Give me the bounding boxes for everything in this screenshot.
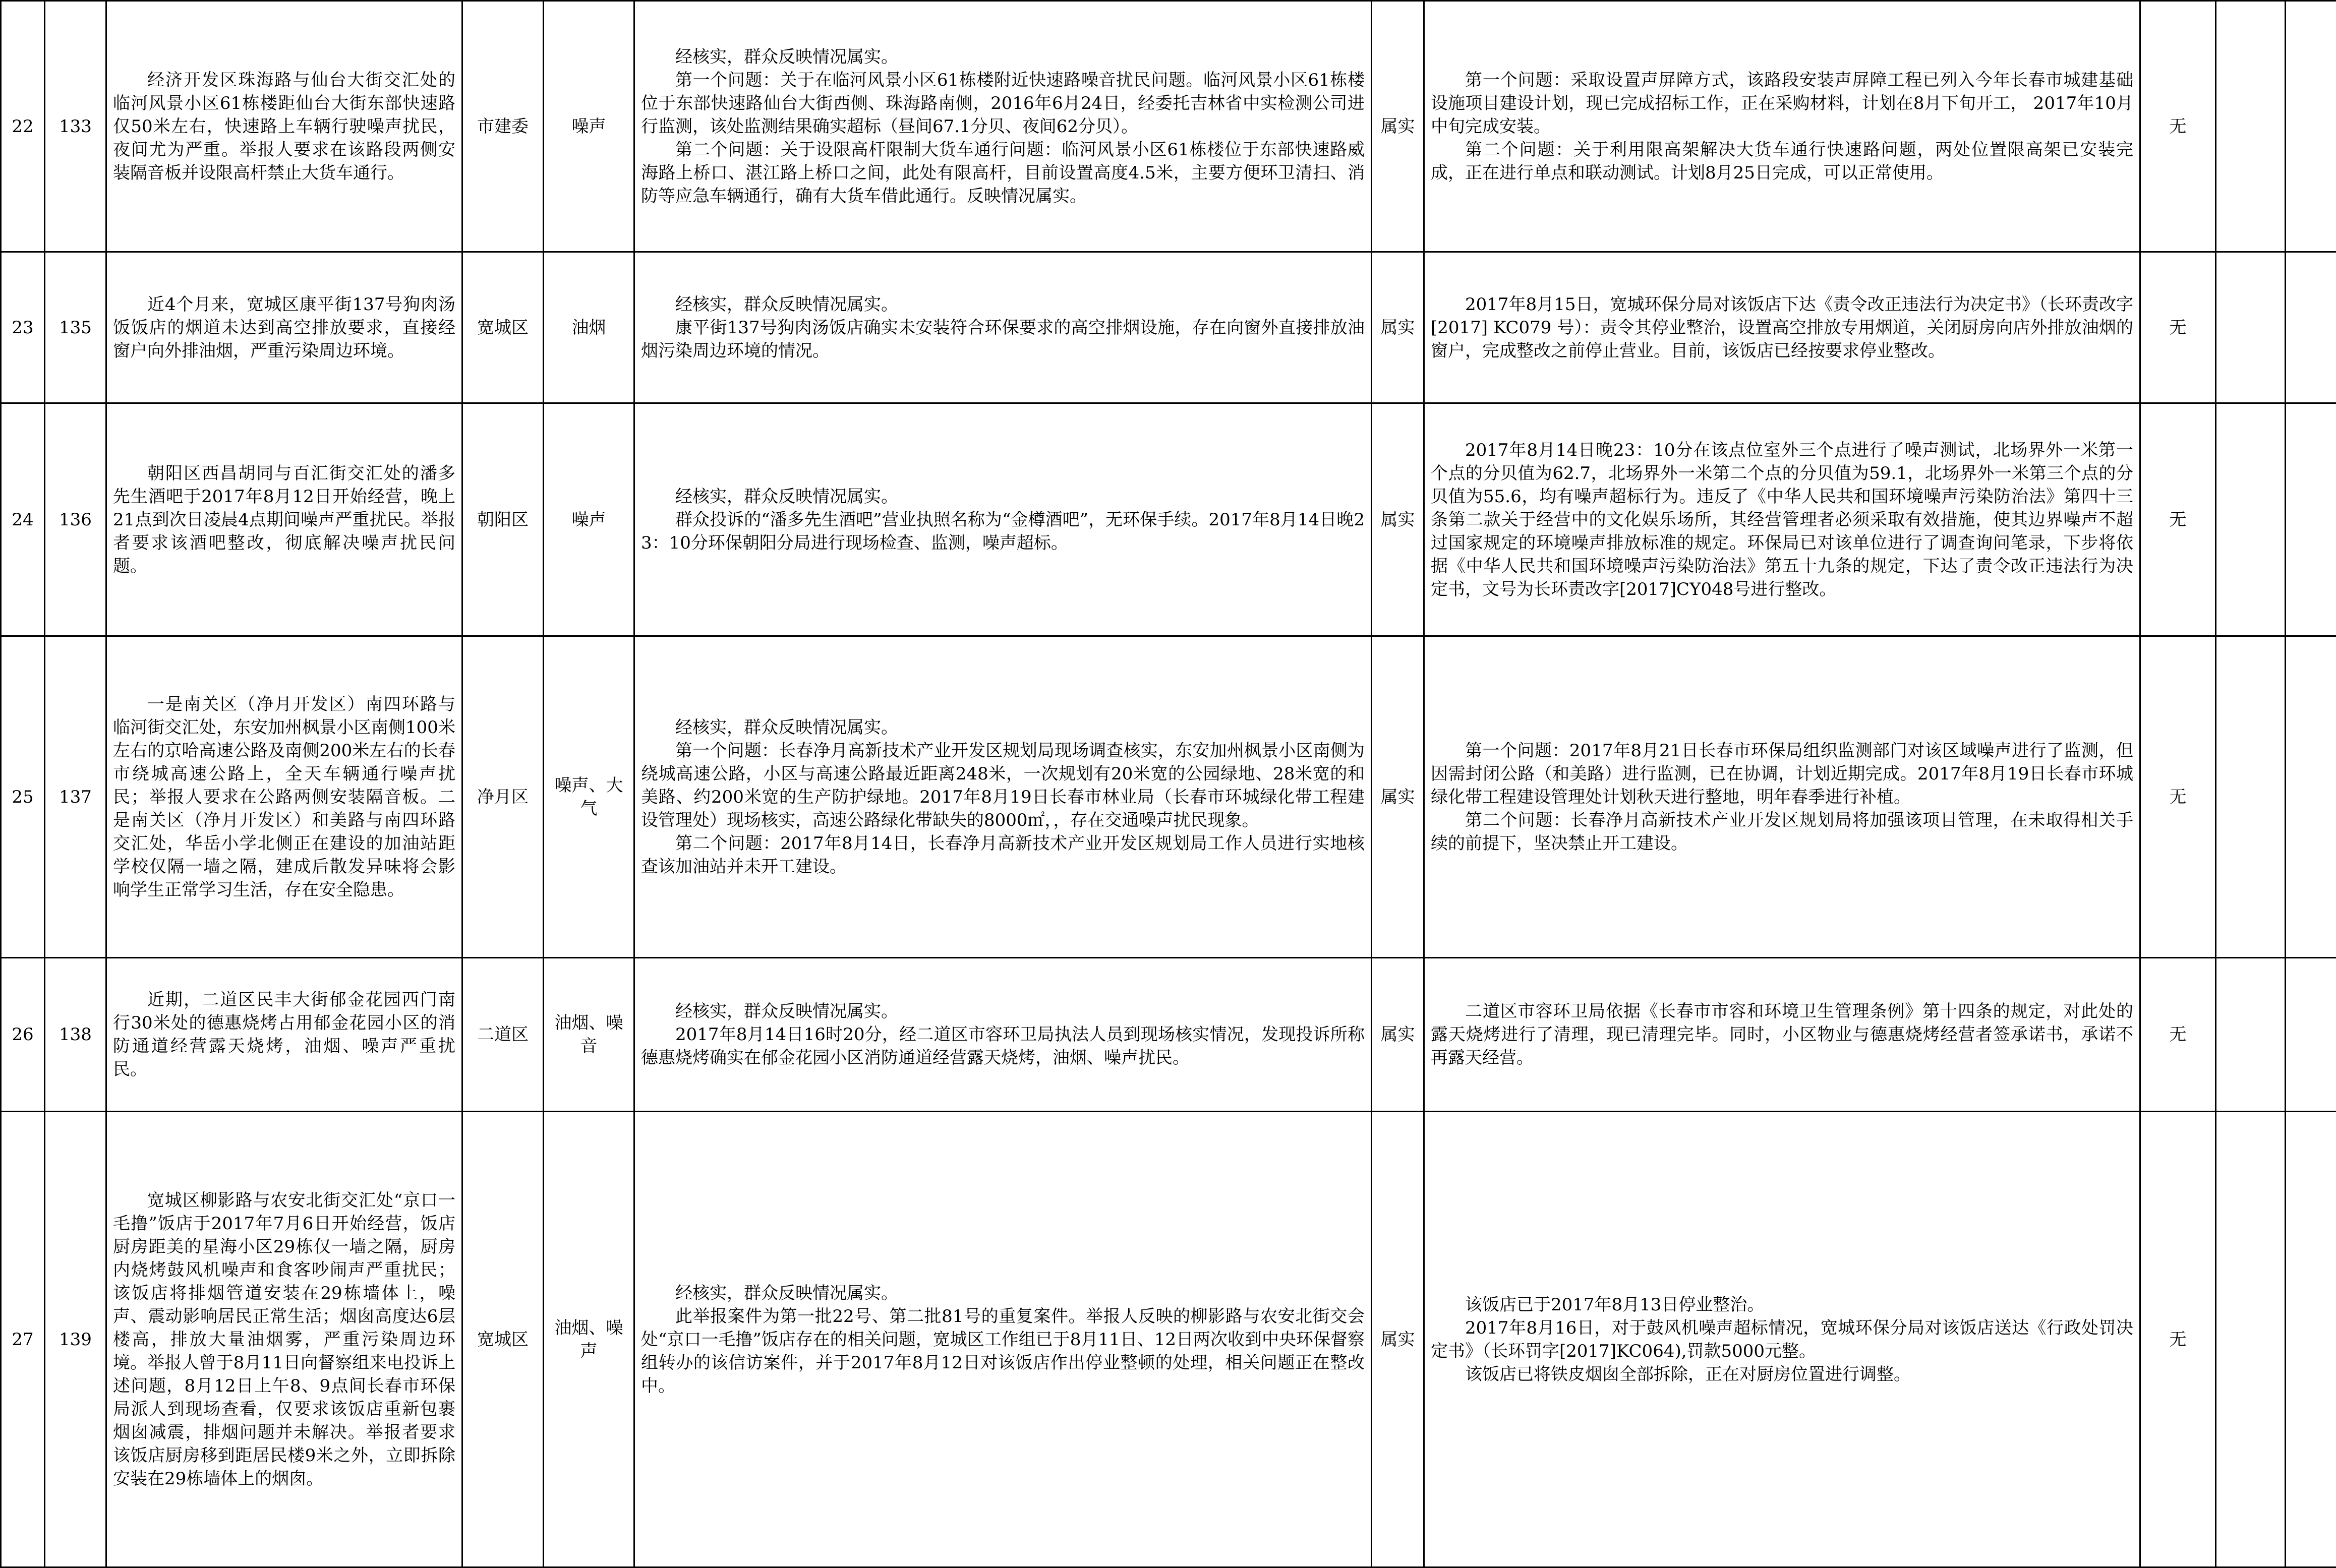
extra-cell [2216, 252, 2286, 403]
rectification-text: 2017年8月16日，对于鼓风机噪声超标情况，宽城环保分局对该饭店送达《行政处罚决定书》（长环罚字[2017]KC064),罚款5000元整。 [1431, 1316, 2133, 1363]
table-row [1, 1112, 2336, 1567]
extra-cell [2286, 1, 2336, 252]
rectification-text: 第二个问题：长春净月高新技术产业开发区规划局将加强该项目管理，在未取得相关手续的前提下，坚决禁止开工建设。 [1431, 809, 2133, 855]
status-cell: 属实 [1372, 636, 1424, 958]
verification-text: 经核实，群众反映情况属实。 [641, 293, 1365, 316]
verification-text: 经核实，群众反映情况属实。 [641, 45, 1365, 69]
rectification-cell [1424, 403, 2140, 636]
extra-cell [2286, 403, 2336, 636]
type-cell: 噪声、大气 [544, 636, 634, 958]
complaint-cell [106, 636, 462, 958]
rectification-text: 第一个问题：2017年8月21日长春市环保局组织监测部门对该区域噪声进行了监测，但因需封闭公路（和美路）进行监测，已在协调，计划近期完成。2017年8月19日长春市环城绿化带工程建设管理处计划秋天进行整地，明年春季进行补植。 [1431, 739, 2133, 809]
verification-text: 第二个问题：2017年8月14日，长春净月高新技术产业开发区规划局工作人员进行实地核查该加油站并未开工建设。 [641, 832, 1365, 878]
verification-text: 群众投诉的“潘多先生酒吧”营业执照名称为“金樽酒吧”，无环保手续。2017年8月14日晚23：10分环保朝阳分局进行现场检查、监测，噪声超标。 [641, 508, 1365, 555]
rectification-text: 该饭店已将铁皮烟囱全部拆除，正在对厨房位置进行调整。 [1431, 1363, 2133, 1386]
complaint-cell [106, 958, 462, 1112]
complaint-cell [106, 1, 462, 252]
verification-text: 经核实，群众反映情况属实。 [641, 1000, 1365, 1023]
verification-cell [634, 252, 1372, 403]
verification-cell [634, 1, 1372, 252]
complaint-text: 经济开发区珠海路与仙台大街交汇处的临河风景小区61栋楼距仙台大街东部快速路仅50米左右，快速路上车辆行驶噪声扰民，夜间尤为严重。举报人要求在该路段两侧安装隔音板并设限高杆禁止大货车通行。 [113, 69, 455, 185]
complaint-text: 朝阳区西昌胡同与百汇街交汇处的潘多先生酒吧于2017年8月12日开始经营，晚上21点到次日凌晨4点期间噪声严重扰民。举报者要求该酒吧整改，彻底解决噪声扰民问题。 [113, 462, 455, 578]
rectification-cell [1424, 636, 2140, 958]
rectification-text: 第二个问题：关于利用限高架解决大货车通行快速路问题，两处位置限高架已安装完成，正在进行单点和联动测试。计划8月25日完成，可以正常使用。 [1431, 138, 2133, 185]
accountability-cell: 无 [2140, 636, 2216, 958]
status-cell: 属实 [1372, 1112, 1424, 1567]
case-no-cell: 135 [45, 252, 106, 403]
extra-cell [2286, 636, 2336, 958]
district-cell: 市建委 [462, 1, 544, 252]
rectification-cell [1424, 958, 2140, 1112]
rectification-cell [1424, 1, 2140, 252]
extra-cell [2216, 636, 2286, 958]
rectification-text: 2017年8月14日晚23：10分在该点位室外三个点进行了噪声测试，北场界外一米第一个点的分贝值为62.7，北场界外一米第二个点的分贝值为59.1，北场界外一米第三个点的分贝值为55.6，均有噪声超标行为。违反了《中华人民共和国环境噪声污染防治法》第四十三条第二款关于经营中的文化娱乐场所，其经营管理者必须采取有效措施，使其边界噪声不超过国家规定的环境噪声排放标准的规定。环保局已对该单位进行了调查询问笔录，下步将依据《中华人民共和国环境噪声污染防治法》第五十九条的规定，下达了责令改正违法行为决定书，文号为长环责改字[2017]CY048号进行整改。 [1431, 439, 2133, 601]
verification-cell [634, 403, 1372, 636]
status-cell: 属实 [1372, 1, 1424, 252]
district-cell: 净月区 [462, 636, 544, 958]
status-cell: 属实 [1372, 252, 1424, 403]
extra-cell [2216, 958, 2286, 1112]
rectification-text: 该饭店已于2017年8月13日停业整治。 [1431, 1293, 2133, 1316]
rectification-cell [1424, 1112, 2140, 1567]
extra-cell [2286, 252, 2336, 403]
status-cell: 属实 [1372, 403, 1424, 636]
table-row [1, 958, 2336, 1112]
verification-text: 康平街137号狗肉汤饭店确实未安装符合环保要求的高空排烟设施，存在向窗外直接排放油烟污染周边环境的情况。 [641, 316, 1365, 363]
district-cell: 朝阳区 [462, 403, 544, 636]
seq-cell: 27 [1, 1112, 45, 1567]
complaint-text: 近期，二道区民丰大街郁金花园西门南行30米处的德惠烧烤占用郁金花园小区的消防通道经营露天烧烤，油烟、噪声严重扰民。 [113, 988, 455, 1081]
complaint-text: 一是南关区（净月开发区）南四环路与临河街交汇处，东安加州枫景小区南侧100米左右的京哈高速公路及南侧200米左右的长春市绕城高速公路上，全天车辆通行噪声扰民；举报人要求在公路两侧安装隔音板。二是南关区（净月开发区）和美路与南四环路交汇处，华岳小学北侧正在建设的加油站距学校仅隔一墙之隔，建成后散发异味将会影响学生正常学习生活，存在安全隐患。 [113, 693, 455, 901]
extra-cell [2216, 403, 2286, 636]
extra-cell [2286, 958, 2336, 1112]
table-row [1, 636, 2336, 958]
verification-cell [634, 1112, 1372, 1567]
complaint-text: 宽城区柳影路与农安北街交汇处“京口一毛撸”饭店于2017年7月6日开始经营，饭店厨房距美的星海小区29栋仅一墙之隔，厨房内烧烤鼓风机噪声和食客吵闹声严重扰民；该饭店将排烟管道安装在29栋墙体上，噪声、震动影响居民正常生活；烟囱高度达6层楼高，排放大量油烟雾，严重污染周边环境。举报人曾于8月11日向督察组来电投诉上述问题，8月12日上午8、9点间长春市环保局派人到现场查看，仅要求该饭店重新包裹烟囱减震，排烟问题并未解决。举报者要求该饭店厨房移到距居民楼9米之外，立即拆除安装在29栋墙体上的烟囱。 [113, 1189, 455, 1490]
verification-text: 经核实，群众反映情况属实。 [641, 716, 1365, 739]
complaint-cell [106, 1112, 462, 1567]
district-cell: 宽城区 [462, 252, 544, 403]
case-no-cell: 139 [45, 1112, 106, 1567]
verification-cell [634, 636, 1372, 958]
seq-cell: 23 [1, 252, 45, 403]
verification-cell [634, 958, 1372, 1112]
verification-text: 第一个问题：长春净月高新技术产业开发区规划局现场调查核实，东安加州枫景小区南侧为绕城高速公路，小区与高速公路最近距离248米，一次规划有20米宽的公园绿地、28米宽的和美路、约200米宽的生产防护绿地。2017年8月19日长春市林业局（长春市环城绿化带工程建设管理处）现场核实，高速公路绿化带缺失的8000㎡，，存在交通噪声扰民现象。 [641, 739, 1365, 832]
district-cell: 宽城区 [462, 1112, 544, 1567]
case-no-cell: 137 [45, 636, 106, 958]
status-cell: 属实 [1372, 958, 1424, 1112]
case-no-cell: 138 [45, 958, 106, 1112]
accountability-cell: 无 [2140, 958, 2216, 1112]
accountability-cell: 无 [2140, 1, 2216, 252]
rectification-cell [1424, 252, 2140, 403]
table-row [1, 252, 2336, 403]
type-cell: 油烟 [544, 252, 634, 403]
complaint-text: 近4个月来，宽城区康平街137号狗肉汤饭饭店的烟道未达到高空排放要求，直接经窗户向外排油烟，严重污染周边环境。 [113, 293, 455, 363]
accountability-cell: 无 [2140, 1112, 2216, 1567]
extra-cell [2216, 1, 2286, 252]
seq-cell: 24 [1, 403, 45, 636]
case-no-cell: 136 [45, 403, 106, 636]
case-no-cell: 133 [45, 1, 106, 252]
district-cell: 二道区 [462, 958, 544, 1112]
extra-cell [2286, 1112, 2336, 1567]
seq-cell: 26 [1, 958, 45, 1112]
table-row [1, 1, 2336, 252]
seq-cell: 25 [1, 636, 45, 958]
verification-text: 经核实，群众反映情况属实。 [641, 1282, 1365, 1305]
verification-text: 第一个问题：关于在临河风景小区61栋楼附近快速路噪音扰民问题。临河风景小区61栋楼位于东部快速路仙台大街西侧、珠海路南侧，2016年6月24日，经委托吉林省中实检测公司进行监测，该处监测结果确实超标（昼间67.1分贝、夜间62分贝）。 [641, 69, 1365, 138]
accountability-cell: 无 [2140, 403, 2216, 636]
accountability-cell: 无 [2140, 252, 2216, 403]
verification-text: 此举报案件为第一批22号、第二批81号的重复案件。举报人反映的柳影路与农安北街交会处“京口一毛撸”饭店存在的相关问题，宽城区工作组已于8月11日、12日两次收到中央环保督察组转办的该信访案件，并于2017年8月12日对该饭店作出停业整顿的处理，相关问题正在整改中。 [641, 1305, 1365, 1398]
complaint-cell [106, 403, 462, 636]
rectification-text: 二道区市容环卫局依据《长春市市容和环境卫生管理条例》第十四条的规定，对此处的露天烧烤进行了清理，现已清理完毕。同时，小区物业与德惠烧烤经营者签承诺书，承诺不再露天经营。 [1431, 1000, 2133, 1069]
verification-text: 2017年8月14日16时20分，经二道区市容环卫局执法人员到现场核实情况，发现投诉所称德惠烧烤确实在郁金花园小区消防通道经营露天烧烤，油烟、噪声扰民。 [641, 1023, 1365, 1069]
type-cell: 噪声 [544, 403, 634, 636]
verification-text: 第二个问题：关于设限高杆限制大货车通行问题：临河风景小区61栋楼位于东部快速路威海路上桥口、湛江路上桥口之间，此处有限高杆，目前设置高度4.5米，主要方便环卫清扫、消防等应急车辆通行，确有大货车借此通行。反映情况属实。 [641, 138, 1365, 208]
rectification-text: 第一个问题：采取设置声屏障方式，该路段安装声屏障工程已列入今年长春市城建基础设施项目建设计划，现已完成招标工作，正在采购材料，计划在8月下旬开工， 2017年10月中旬完成安装。 [1431, 69, 2133, 138]
rectification-text: 2017年8月15日，宽城环保分局对该饭店下达《责令改正违法行为决定书》（长环责改字[2017] KC079 号）：责令其停业整治，设置高空排放专用烟道，关闭厨房向店外排放油烟的窗户，完成整改之前停止营业。目前，该饭店已经按要求停业整改。 [1431, 293, 2133, 363]
complaint-cell [106, 252, 462, 403]
type-cell: 油烟、噪声 [544, 1112, 634, 1567]
type-cell: 噪声 [544, 1, 634, 252]
extra-cell [2216, 1112, 2286, 1567]
seq-cell: 22 [1, 1, 45, 252]
table-row [1, 403, 2336, 636]
verification-text: 经核实，群众反映情况属实。 [641, 485, 1365, 508]
type-cell: 油烟、噪音 [544, 958, 634, 1112]
